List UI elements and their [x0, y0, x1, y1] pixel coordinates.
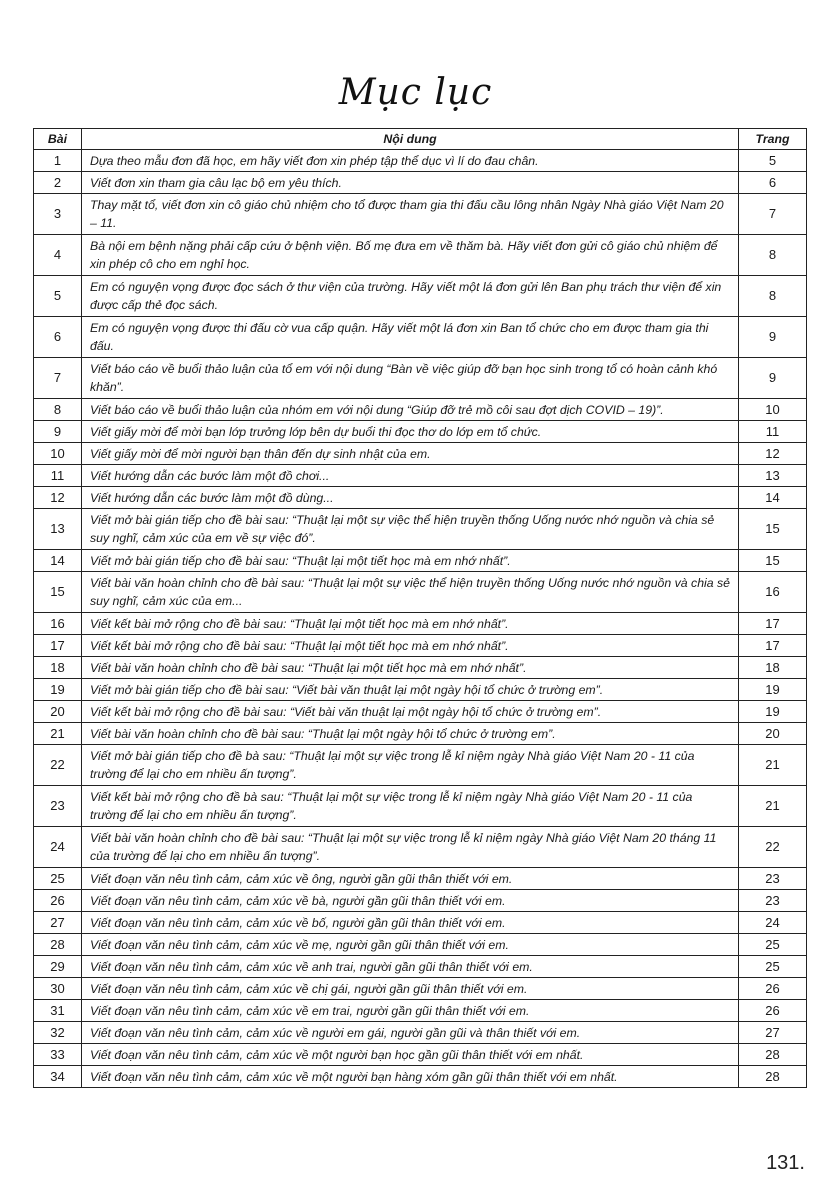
lesson-content-cell: Viết đoạn văn nêu tình cảm, cảm xúc về một người bạn học gần gũi thân thiết với em nhất.: [82, 1044, 739, 1066]
page-number-cell: 25: [739, 956, 807, 978]
lesson-number-cell: 32: [34, 1022, 82, 1044]
lesson-content-cell: Viết đoạn văn nêu tình cảm, cảm xúc về ông, người gần gũi thân thiết với em.: [82, 868, 739, 890]
lesson-number-cell: 24: [34, 827, 82, 868]
lesson-content-cell: Viết kết bài mở rộng cho đề bài sau: “Thuật lại một tiết học mà em nhớ nhất”.: [82, 635, 739, 657]
lesson-content-cell: Viết đoạn văn nêu tình cảm, cảm xúc về em trai, người gần gũi thân thiết với em.: [82, 1000, 739, 1022]
table-row: [34, 1044, 807, 1066]
header-content: Nội dung: [82, 129, 739, 150]
table-row: [34, 317, 807, 358]
page-number-cell: 14: [739, 487, 807, 509]
table-row: [34, 786, 807, 827]
page-number-cell: 9: [739, 317, 807, 358]
page-number-cell: 17: [739, 613, 807, 635]
table-header-row: [34, 129, 807, 150]
table-row: [34, 550, 807, 572]
page-number-cell: 15: [739, 509, 807, 550]
lesson-content-cell: Viết kết bài mở rộng cho đề bài sau: “Thuật lại một tiết học mà em nhớ nhất”.: [82, 613, 739, 635]
lesson-number-cell: 18: [34, 657, 82, 679]
lesson-number-cell: 9: [34, 421, 82, 443]
lesson-content-cell: Viết báo cáo về buổi thảo luận của tổ em với nội dung “Bàn về việc giúp đỡ bạn học sinh trong tổ có hoàn cảnh khó khăn”.: [82, 358, 739, 399]
lesson-number-cell: 19: [34, 679, 82, 701]
table-row: [34, 150, 807, 172]
lesson-number-cell: 27: [34, 912, 82, 934]
table-row: [34, 890, 807, 912]
page-number-cell: 20: [739, 723, 807, 745]
table-row: [34, 358, 807, 399]
lesson-content-cell: Em có nguyện vọng được đọc sách ở thư viện của trường. Hãy viết một lá đơn gửi lên Ban phụ trách thư viện để xin được cấp thẻ đọc sách.: [82, 276, 739, 317]
lesson-content-cell: Em có nguyện vọng được thi đấu cờ vua cấp quận. Hãy viết một lá đơn xin Ban tổ chức cho em được tham gia thi đấu.: [82, 317, 739, 358]
page-number-cell: 24: [739, 912, 807, 934]
lesson-content-cell: Viết hướng dẫn các bước làm một đồ chơi...: [82, 465, 739, 487]
lesson-content-cell: Viết đoạn văn nêu tình cảm, cảm xúc về anh trai, người gần gũi thân thiết với em.: [82, 956, 739, 978]
lesson-number-cell: 10: [34, 443, 82, 465]
page-number-cell: 23: [739, 868, 807, 890]
header-lesson: Bài: [34, 129, 82, 150]
page-number-cell: 21: [739, 745, 807, 786]
table-row: [34, 421, 807, 443]
lesson-content-cell: Viết bài văn hoàn chỉnh cho đề bài sau: “Thuật lại một ngày hội tổ chức ở trường em”.: [82, 723, 739, 745]
page-number-cell: 11: [739, 421, 807, 443]
table-row: [34, 465, 807, 487]
lesson-number-cell: 20: [34, 701, 82, 723]
lesson-content-cell: Viết đoạn văn nêu tình cảm, cảm xúc về chị gái, người gần gũi thân thiết với em.: [82, 978, 739, 1000]
page-number-cell: 28: [739, 1066, 807, 1088]
lesson-content-cell: Viết giấy mời để mời người bạn thân đến dự sinh nhật của em.: [82, 443, 739, 465]
lesson-number-cell: 17: [34, 635, 82, 657]
lesson-content-cell: Viết bài văn hoàn chỉnh cho đề bài sau: “Thuật lại một tiết học mà em nhớ nhất”.: [82, 657, 739, 679]
lesson-number-cell: 26: [34, 890, 82, 912]
lesson-number-cell: 23: [34, 786, 82, 827]
page-number-cell: 28: [739, 1044, 807, 1066]
table-row: [34, 1000, 807, 1022]
lesson-content-cell: Viết đoạn văn nêu tình cảm, cảm xúc về người em gái, người gần gũi và thân thiết với em.: [82, 1022, 739, 1044]
page-number-cell: 25: [739, 934, 807, 956]
header-page: Trang: [739, 129, 807, 150]
table-row: [34, 745, 807, 786]
lesson-number-cell: 33: [34, 1044, 82, 1066]
page-title: Mục lục: [338, 72, 493, 113]
table-body: [34, 150, 807, 1088]
lesson-number-cell: 2: [34, 172, 82, 194]
table-row: [34, 912, 807, 934]
page-number-cell: 13: [739, 465, 807, 487]
page-number-cell: 15: [739, 550, 807, 572]
table-row: [34, 723, 807, 745]
lesson-content-cell: Viết kết bài mở rộng cho đề bà sau: “Thuật lại một sự việc trong lễ kỉ niệm ngày Nhà giáo Việt Nam 20 - 11 của trường để lại cho em nhiều ấn tượng”.: [82, 786, 739, 827]
lesson-content-cell: Viết giấy mời để mời bạn lớp trưởng lớp bên dự buổi thi đọc thơ do lớp em tổ chức.: [82, 421, 739, 443]
table-row: [34, 443, 807, 465]
table-row: [34, 978, 807, 1000]
table-row: [34, 613, 807, 635]
page-number-cell: 9: [739, 358, 807, 399]
lesson-number-cell: 13: [34, 509, 82, 550]
lesson-content-cell: Dựa theo mẫu đơn đã học, em hãy viết đơn xin phép tập thể dục vì lí do đau chân.: [82, 150, 739, 172]
table-row: [34, 657, 807, 679]
lesson-number-cell: 7: [34, 358, 82, 399]
page-number-cell: 10: [739, 399, 807, 421]
table-row: [34, 635, 807, 657]
table-row: [34, 868, 807, 890]
lesson-content-cell: Viết bài văn hoàn chỉnh cho đề bài sau: “Thuật lại một sự việc thể hiện truyền thống Uống nước nhớ nguồn và chia sẻ suy nghĩ, cảm xúc của em...: [82, 572, 739, 613]
table-row: [34, 679, 807, 701]
lesson-number-cell: 30: [34, 978, 82, 1000]
lesson-number-cell: 22: [34, 745, 82, 786]
lesson-number-cell: 4: [34, 235, 82, 276]
lesson-content-cell: Viết mở bài gián tiếp cho đề bà sau: “Thuật lại một sự việc trong lễ kỉ niệm ngày Nhà giáo Việt Nam 20 - 11 của trường để lại cho em nhiều ấn tượng”.: [82, 745, 739, 786]
table-row: [34, 934, 807, 956]
table-row: [34, 399, 807, 421]
lesson-number-cell: 21: [34, 723, 82, 745]
page-number-cell: 12: [739, 443, 807, 465]
lesson-content-cell: Viết mở bài gián tiếp cho đề bài sau: “Viết bài văn thuật lại một ngày hội tổ chức ở trường em”.: [82, 679, 739, 701]
table-row: [34, 509, 807, 550]
table-row: [34, 276, 807, 317]
lesson-number-cell: 6: [34, 317, 82, 358]
lesson-number-cell: 1: [34, 150, 82, 172]
lesson-number-cell: 25: [34, 868, 82, 890]
lesson-content-cell: Viết mở bài gián tiếp cho đề bài sau: “Thuật lại một sự việc thể hiện truyền thống Uống nước nhớ nguồn và chia sẻ suy nghĩ, cảm xúc của em về sự việc đó”.: [82, 509, 739, 550]
lesson-content-cell: Viết đoạn văn nêu tình cảm, cảm xúc về bà, người gần gũi thân thiết với em.: [82, 890, 739, 912]
lesson-number-cell: 11: [34, 465, 82, 487]
table-row: [34, 827, 807, 868]
table-row: [34, 487, 807, 509]
lesson-content-cell: Viết đoạn văn nêu tình cảm, cảm xúc về mẹ, người gần gũi thân thiết với em.: [82, 934, 739, 956]
table-row: [34, 194, 807, 235]
table-row: [34, 1022, 807, 1044]
lesson-number-cell: 3: [34, 194, 82, 235]
page-number-cell: 6: [739, 172, 807, 194]
page-number-cell: 19: [739, 701, 807, 723]
lesson-number-cell: 28: [34, 934, 82, 956]
page-number-cell: 19: [739, 679, 807, 701]
lesson-content-cell: Viết bài văn hoàn chỉnh cho đề bài sau: “Thuật lại một sự việc trong lễ kỉ niệm ngày Nhà giáo Việt Nam 20 tháng 11 của trường để lại cho em nhiều ấn tượng”.: [82, 827, 739, 868]
lesson-content-cell: Viết đoạn văn nêu tình cảm, cảm xúc về một người bạn hàng xóm gần gũi thân thiết với em nhất.: [82, 1066, 739, 1088]
lesson-number-cell: 5: [34, 276, 82, 317]
lesson-number-cell: 8: [34, 399, 82, 421]
page-number-cell: 5: [739, 150, 807, 172]
page-number-cell: 23: [739, 890, 807, 912]
lesson-content-cell: Viết đoạn văn nêu tình cảm, cảm xúc về bố, người gần gũi thân thiết với em.: [82, 912, 739, 934]
lesson-number-cell: 16: [34, 613, 82, 635]
page-number-cell: 26: [739, 978, 807, 1000]
lesson-content-cell: Viết mở bài gián tiếp cho đề bài sau: “Thuật lại một tiết học mà em nhớ nhất”.: [82, 550, 739, 572]
lesson-number-cell: 12: [34, 487, 82, 509]
lesson-content-cell: Thay mặt tổ, viết đơn xin cô giáo chủ nhiệm cho tổ được tham gia thi đấu cầu lông nhân Ngày Nhà giáo Việt Nam 20 – 11.: [82, 194, 739, 235]
lesson-number-cell: 34: [34, 1066, 82, 1088]
page-number-cell: 26: [739, 1000, 807, 1022]
page-number-cell: 17: [739, 635, 807, 657]
lesson-content-cell: Viết hướng dẫn các bước làm một đồ dùng...: [82, 487, 739, 509]
page-number-cell: 22: [739, 827, 807, 868]
table-of-contents: [33, 128, 807, 1088]
lesson-number-cell: 29: [34, 956, 82, 978]
lesson-content-cell: Viết kết bài mở rộng cho đề bài sau: “Viết bài văn thuật lại một ngày hội tổ chức ở trường em”.: [82, 701, 739, 723]
page-number-cell: 8: [739, 235, 807, 276]
table-row: [34, 235, 807, 276]
page-number: 131.: [766, 1152, 805, 1174]
lesson-content-cell: Viết báo cáo về buổi thảo luận của nhóm em với nội dung “Giúp đỡ trẻ mồ côi sau đợt dịch COVID – 19)”.: [82, 399, 739, 421]
table-row: [34, 1066, 807, 1088]
lesson-number-cell: 15: [34, 572, 82, 613]
page-number-cell: 18: [739, 657, 807, 679]
lesson-number-cell: 14: [34, 550, 82, 572]
table-row: [34, 701, 807, 723]
page-number-cell: 21: [739, 786, 807, 827]
page-number-cell: 27: [739, 1022, 807, 1044]
table-row: [34, 572, 807, 613]
lesson-content-cell: Viết đơn xin tham gia câu lạc bộ em yêu thích.: [82, 172, 739, 194]
lesson-content-cell: Bà nội em bệnh nặng phải cấp cứu ở bệnh viện. Bố mẹ đưa em về thăm bà. Hãy viết đơn gửi cô giáo chủ nhiệm để xin phép cô cho em nghỉ học.: [82, 235, 739, 276]
page-number-cell: 16: [739, 572, 807, 613]
lesson-number-cell: 31: [34, 1000, 82, 1022]
page-number-cell: 8: [739, 276, 807, 317]
table-row: [34, 956, 807, 978]
page-number-cell: 7: [739, 194, 807, 235]
table-row: [34, 172, 807, 194]
